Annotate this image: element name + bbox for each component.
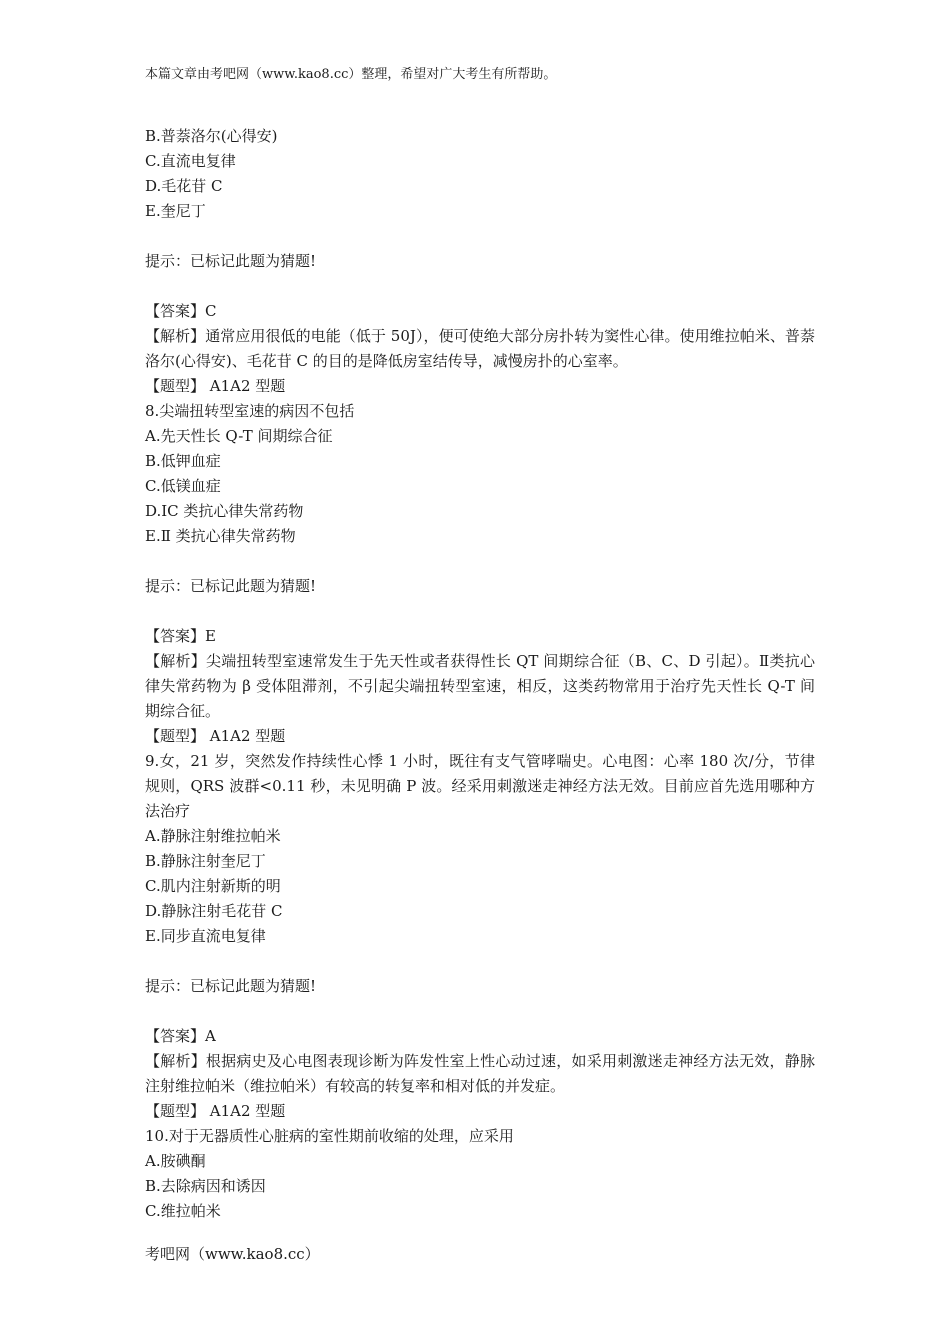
q9-option-c: C.肌内注射新斯的明 [145,877,281,895]
q10-question: 10.对于无器质性心脏病的室性期前收缩的处理，应采用 [145,1127,514,1145]
q8-option-a: A.先天性长 Q-T 间期综合征 [145,427,333,445]
question-7-section [145,124,815,399]
q9-option-e: E.同步直流电复律 [145,927,266,945]
q8-option-e: E.Ⅱ 类抗心律失常药物 [145,527,296,545]
q7-analysis: 【解析】通常应用很低的电能（低于 50J），便可使绝大部分房扑转为窦性心律。使用维拉帕米、普萘洛尔(心得安)、毛花苷 C 的目的是降低房室结传导，减慢房扑的心室率。 [145,327,815,370]
q9-option-d: D.静脉注射毛花苷 C [145,902,283,920]
q8-answer: 【答案】E [145,627,216,645]
q9-option-a: A.静脉注射维拉帕米 [145,827,281,845]
question-9-section [145,749,815,1124]
q8-type: 【题型】 A1A2 型题 [145,727,286,745]
q8-option-c: C.低镁血症 [145,477,221,495]
q7-option-e: E.奎尼丁 [145,202,206,220]
spacer [145,599,815,624]
q7-type: 【题型】 A1A2 型题 [145,377,286,395]
q7-hint: 提示：已标记此题为猜题! [145,252,317,270]
spacer [145,999,815,1024]
spacer [145,949,815,974]
spacer [145,549,815,574]
q9-question: 9.女，21 岁，突然发作持续性心悸 1 小时，既往有支气管哮喘史。心电图：心率 180 次/分，节律规则，QRS 波群<0.11 秒，未见明确 P 波。经采用刺激迷走神经方法无效。目前应首先选用哪种方法治疗 [145,752,815,820]
q7-answer: 【答案】C [145,302,217,320]
q9-analysis: 【解析】根据病史及心电图表现诊断为阵发性室上性心动过速，如采用刺激迷走神经方法无效，静脉注射维拉帕米（维拉帕米）有较高的转复率和相对低的并发症。 [145,1052,815,1095]
q8-question: 8.尖端扭转型室速的病因不包括 [145,402,355,420]
q9-answer: 【答案】A [145,1027,216,1045]
q8-option-d: D.IC 类抗心律失常药物 [145,502,304,520]
q7-option-d: D.毛花苷 C [145,177,223,195]
q10-option-b: B.去除病因和诱因 [145,1177,266,1195]
q9-hint: 提示：已标记此题为猜题! [145,977,317,995]
question-8-section [145,399,815,749]
spacer [145,224,815,249]
page-footer: 考吧网（www.kao8.cc） [145,1245,320,1263]
spacer [145,274,815,299]
page-header: 本篇文章由考吧网（www.kao8.cc）整理，希望对广大考生有所帮助。 [145,67,557,82]
q10-option-a: A.胺碘酮 [145,1152,206,1170]
q8-hint: 提示：已标记此题为猜题! [145,577,317,595]
q9-type: 【题型】 A1A2 型题 [145,1102,286,1120]
q7-option-c: C.直流电复律 [145,152,236,170]
q7-option-b: B.普萘洛尔(心得安) [145,127,278,145]
q9-option-b: B.静脉注射奎尼丁 [145,852,266,870]
question-10-section [145,1124,815,1224]
q8-analysis: 【解析】尖端扭转型室速常发生于先天性或者获得性长 QT 间期综合征（B、C、D 引起）。Ⅱ类抗心律失常药物为 β 受体阻滞剂，不引起尖端扭转型室速，相反，这类药物常用于治疗先天性长 Q-T 间期综合征。 [145,652,815,720]
q8-option-b: B.低钾血症 [145,452,221,470]
document-body [145,124,815,1224]
q10-option-c: C.维拉帕米 [145,1202,221,1220]
